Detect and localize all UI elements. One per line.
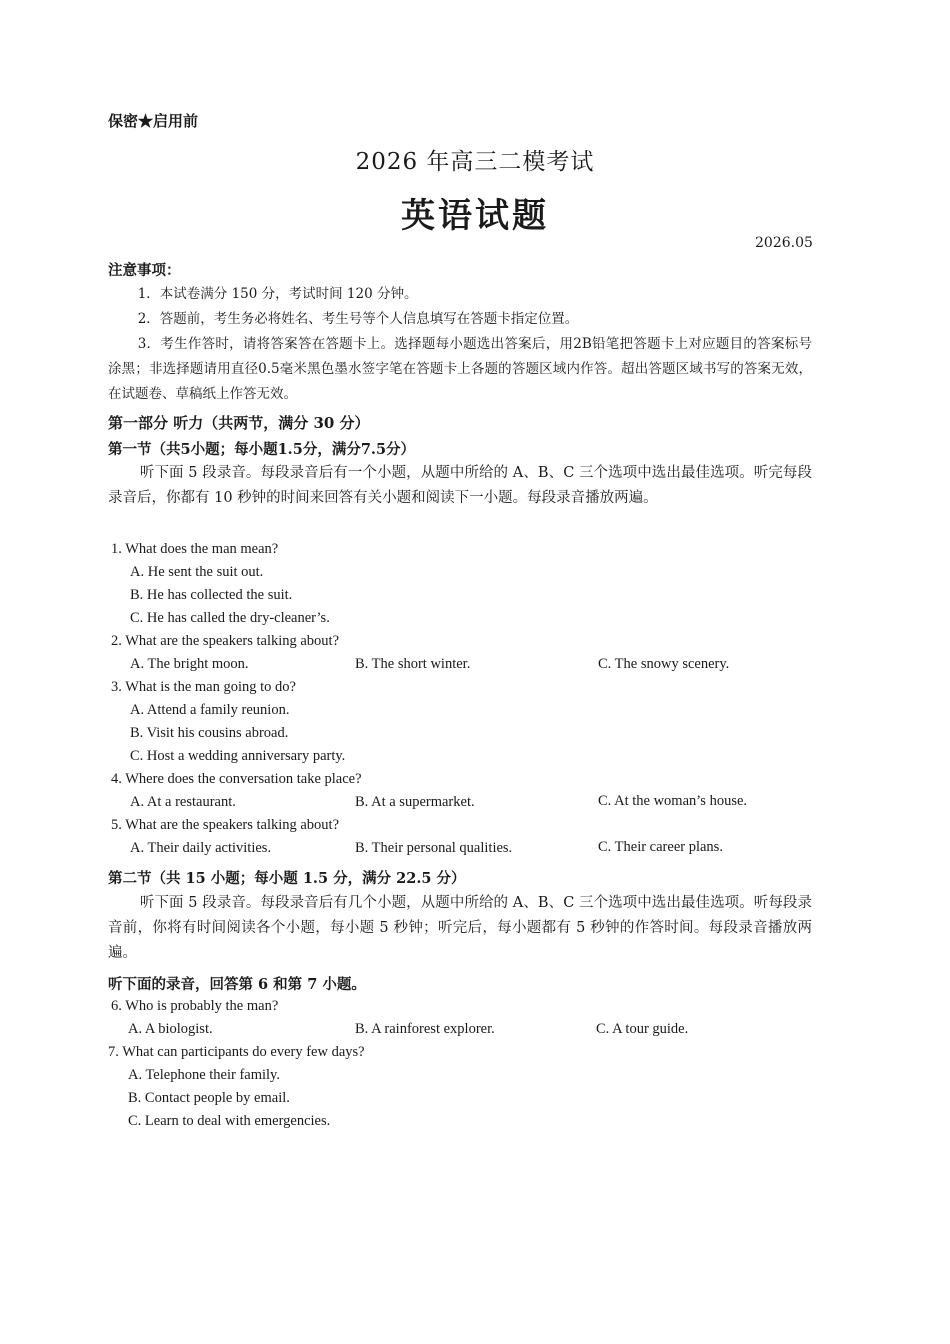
notes-list: [108, 282, 812, 407]
note-item: 2．答题前，考生务必将姓名、考生号等个人信息填写在答题卡指定位置。: [137, 311, 579, 327]
exam-date: 2026.05: [755, 235, 813, 251]
group-instruction: 听下面的录音，回答第 6 和第 7 小题。: [108, 976, 366, 993]
option-5c: C. Their career plans.: [598, 839, 723, 855]
option-7b: B. Contact people by email.: [128, 1090, 290, 1106]
question-4: 4. Where does the conversation take place?: [111, 771, 362, 787]
question-6: 6. Who is probably the man?: [111, 998, 279, 1014]
option-1a: A. He sent the suit out.: [130, 564, 264, 580]
question-5: 5. What are the speakers talking about?: [111, 817, 340, 833]
option-4b: B. At a supermarket.: [355, 794, 475, 810]
note-item: 1．本试卷满分 150 分，考试时间 120 分钟。: [137, 286, 418, 302]
exam-title: 英语试题: [401, 196, 549, 236]
option-1c: C. He has called the dry-cleaner’s.: [130, 610, 330, 626]
section-instructions-2: 听下面 5 段录音。每段录音后有几个小题，从题中所给的 A、B、C 三个选项中选出最佳选项。听每段录音前，你将有时间阅读各个小题，每小题 5 秒钟；听完后，每小题都有 5 秒钟的作答时间。每段录音播放两遍。: [108, 895, 812, 961]
section-instructions-1: 听下面 5 段录音。每段录音后有一个小题，从题中所给的 A、B、C 三个选项中选出最佳选项。听完每段录音后，你都有 10 秒钟的时间来回答有关小题和阅读下一小题。每段录音播放两遍。: [108, 465, 812, 506]
option-3c: C. Host a wedding anniversary party.: [130, 748, 346, 764]
question-1: 1. What does the man mean?: [111, 541, 279, 557]
option-7c: C. Learn to deal with emergencies.: [128, 1113, 331, 1129]
section-heading-1: 第一节（共5小题；每小题1.5分，满分7.5分）: [108, 441, 416, 458]
option-2a: A. The bright moon.: [130, 656, 249, 672]
note-item: 3．考生作答时，请将答案答在答题卡上。选择题每小题选出答案后，用2B铅笔把答题卡上对应题目的答案标号涂黑；非选择题请用直径0.5毫米黑色墨水签字笔在答题卡上各题的答题区域内作答。超出答题区域书写的答案无效，在试题卷、草稿纸上作答无效。: [108, 336, 812, 402]
notes-heading: 注意事项：: [108, 262, 181, 279]
option-7a: A. Telephone their family.: [128, 1067, 280, 1083]
question-3: 3. What is the man going to do?: [111, 679, 296, 695]
option-6b: B. A rainforest explorer.: [355, 1021, 495, 1037]
option-4c: C. At the woman’s house.: [598, 793, 748, 809]
option-4a: A. At a restaurant.: [130, 794, 236, 810]
part-heading: 第一部分 听力（共两节，满分 30 分）: [108, 414, 370, 432]
option-6c: C. A tour guide.: [596, 1021, 689, 1037]
question-7: 7. What can participants do every few days?: [108, 1044, 365, 1060]
option-1b: B. He has collected the suit.: [130, 587, 293, 603]
option-2b: B. The short winter.: [355, 656, 471, 672]
option-5b: B. Their personal qualities.: [355, 840, 513, 856]
section-heading-2: 第二节（共 15 小题；每小题 1.5 分，满分 22.5 分）: [108, 870, 466, 887]
exam-subtitle: 2026 年高三二模考试: [355, 149, 595, 175]
option-6a: A. A biologist.: [128, 1021, 213, 1037]
option-3b: B. Visit his cousins abroad.: [130, 725, 289, 741]
confidential-label: 保密★启用前: [108, 112, 199, 130]
option-2c: C. The snowy scenery.: [598, 656, 730, 672]
option-5a: A. Their daily activities.: [130, 840, 272, 856]
option-3a: A. Attend a family reunion.: [130, 702, 290, 718]
question-2: 2. What are the speakers talking about?: [111, 633, 340, 649]
